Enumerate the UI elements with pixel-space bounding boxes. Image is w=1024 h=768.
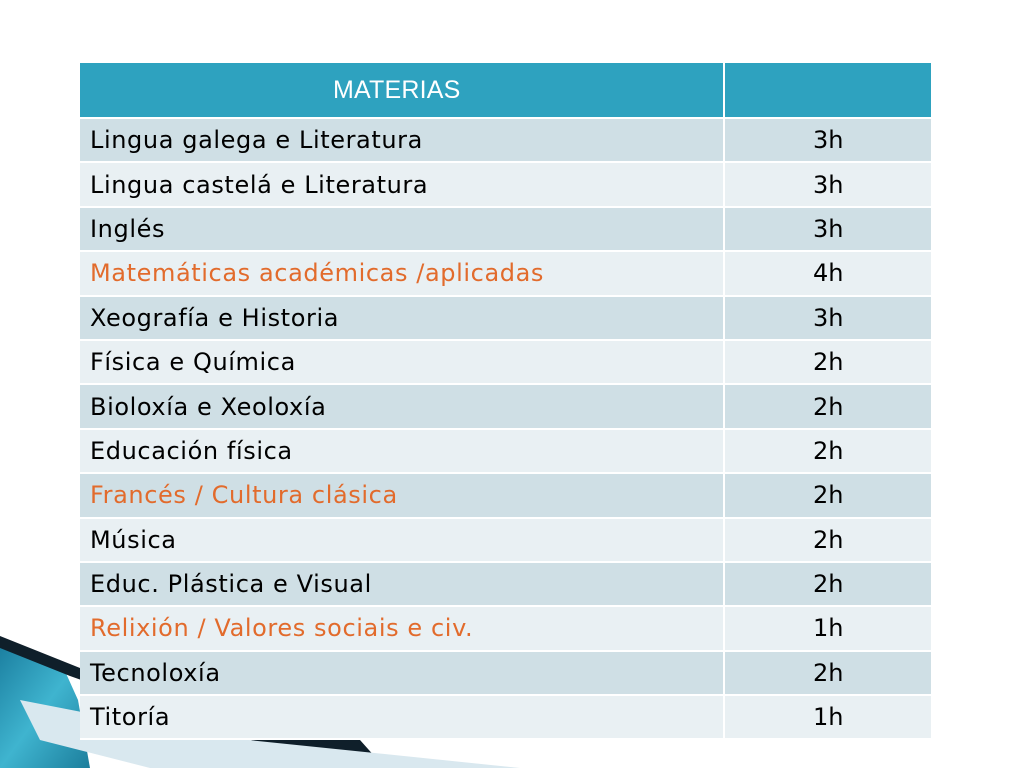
table-row (80, 652, 933, 696)
hours-cell: 3h (725, 297, 933, 341)
subject-cell: Inglés (80, 208, 725, 252)
table-row (80, 297, 933, 341)
hours-cell: 2h (725, 563, 933, 607)
hours-cell: 2h (725, 430, 933, 474)
subject-cell: Titoría (80, 696, 725, 740)
hours-cell: 3h (725, 119, 933, 163)
subject-cell: Xeografía e Historia (80, 297, 725, 341)
subject-cell: Educ. Plástica e Visual (80, 563, 725, 607)
table-row (80, 474, 933, 518)
table-row (80, 385, 933, 429)
subject-cell: Música (80, 519, 725, 563)
subject-cell: Francés / Cultura clásica (80, 474, 725, 518)
table-row (80, 341, 933, 385)
hours-cell: 2h (725, 519, 933, 563)
subject-cell: Lingua galega e Literatura (80, 119, 725, 163)
hours-cell: 3h (725, 163, 933, 207)
hours-cell: 2h (725, 341, 933, 385)
hours-cell: 2h (725, 652, 933, 696)
subjects-table (80, 63, 933, 740)
table-header-row (80, 63, 933, 119)
table-row (80, 607, 933, 651)
subject-cell: Lingua castelá e Literatura (80, 163, 725, 207)
subject-cell: Bioloxía e Xeoloxía (80, 385, 725, 429)
table-row (80, 119, 933, 163)
hours-cell: 2h (725, 474, 933, 518)
hours-cell: 1h (725, 696, 933, 740)
table-row (80, 563, 933, 607)
subject-cell: Tecnoloxía (80, 652, 725, 696)
table-row (80, 519, 933, 563)
hours-cell: 1h (725, 607, 933, 651)
subject-cell: Relixión / Valores sociais e civ. (80, 607, 725, 651)
table-row (80, 696, 933, 740)
header-materias: MATERIAS (80, 63, 725, 119)
table-row (80, 208, 933, 252)
header-hours (725, 63, 933, 119)
subject-cell: Matemáticas académicas /aplicadas (80, 252, 725, 296)
table-row (80, 252, 933, 296)
table-row (80, 163, 933, 207)
hours-cell: 4h (725, 252, 933, 296)
hours-cell: 2h (725, 385, 933, 429)
table-row (80, 430, 933, 474)
subject-cell: Física e Química (80, 341, 725, 385)
hours-cell: 3h (725, 208, 933, 252)
subject-cell: Educación física (80, 430, 725, 474)
